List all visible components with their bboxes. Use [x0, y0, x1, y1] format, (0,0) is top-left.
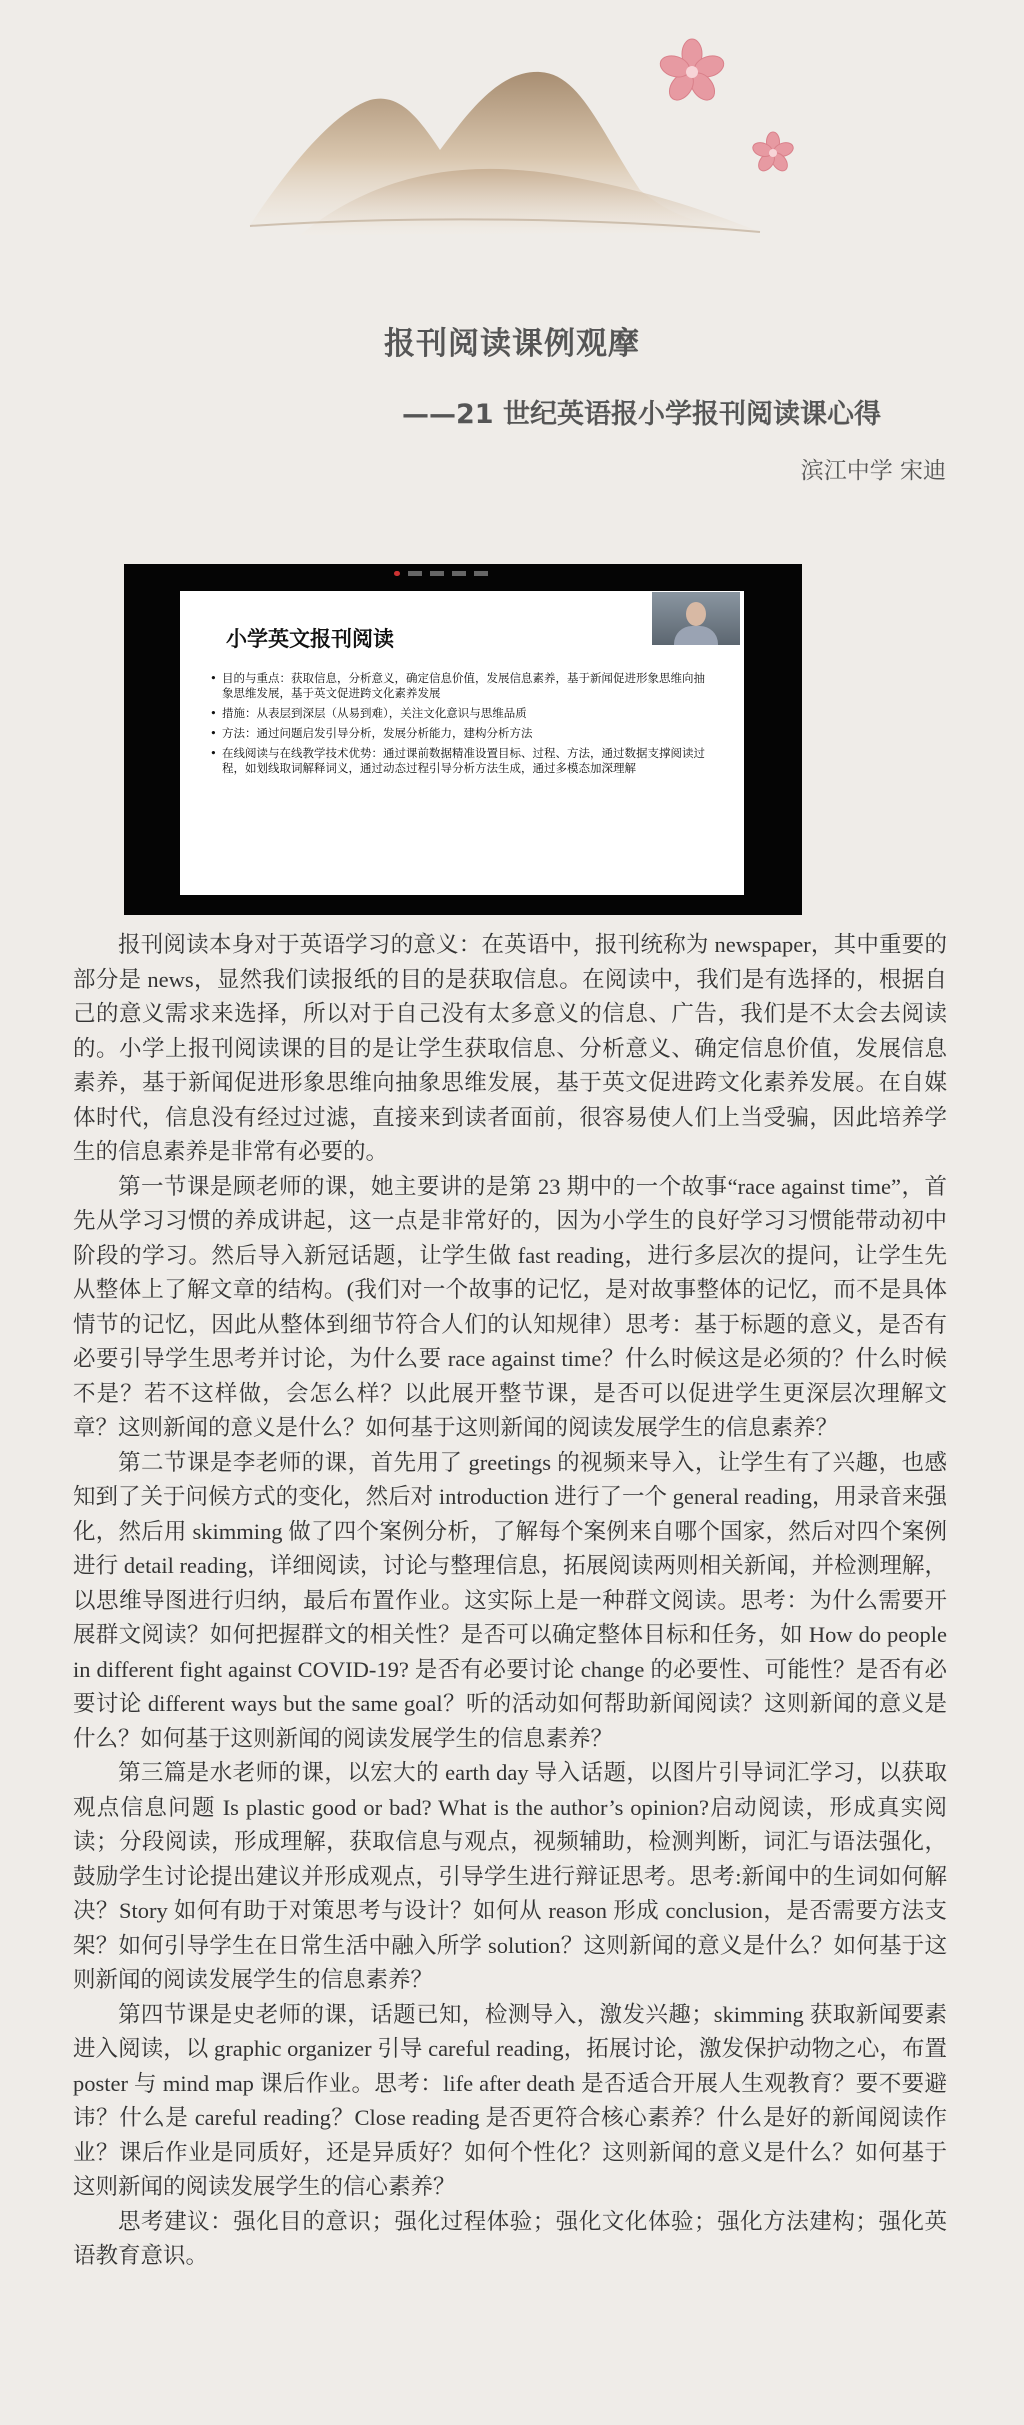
article-subtitle: ——21 世纪英语报小学报刊阅读课心得 — [402, 399, 881, 430]
slide-title: 小学英文报刊阅读 — [226, 626, 394, 651]
article-author: 滨江中学 宋迪 — [800, 458, 946, 484]
slide-bullet: • 方法：通过问题启发引导分析，发展分析能力，建构分析方法 — [208, 726, 708, 741]
lesson-screenshot — [124, 564, 802, 915]
toolbar-indicator — [430, 571, 444, 576]
toolbar-indicator — [452, 571, 466, 576]
record-icon — [394, 571, 400, 576]
presenter-head — [686, 602, 706, 626]
slide-bullet: • 措施：从表层到深层（从易到难），关注文化意识与思维品质 — [208, 706, 708, 721]
presenter-webcam — [652, 592, 740, 645]
paragraph: 报刊阅读本身对于英语学习的意义：在英语中，报刊统称为 newspaper，其中重要的部分是 news，显然我们读报纸的目的是获取信息。在阅读中，我们是有选择的，根据自己的意义需求来选择，所以对于自己没有太多意义的信息、广告，我们是不太会去阅读的。小学上报刊阅读课的目的是让学生获取信息、分析意义、确定信息价值，发展信息素养，基于新闻促进形象思维向抽象思维发展，基于英文促进跨文化素养发展。在自媒体时代，信息没有经过过滤，直接来到读者面前，很容易使人们上当受骗，因此培养学生的信息素养是非常有必要的。 — [73, 932, 947, 1164]
article-title: 报刊阅读课例观摩 — [384, 326, 640, 362]
paragraph: 第二节课是李老师的课，首先用了 greetings 的视频来导入，让学生有了兴趣，也感知到了关于问候方式的变化，然后对 introduction 进行了一个 general reading，用录音来强化，然后用 skimming 做了四个案例分析，了解每个案例来自哪个国家，然后对四个案例进行 detail reading，详细阅读，讨论与整理信息，拓展阅读两则相关新闻，并检测理解，以思维导图进行归纳，最后布置作业。这实际上是一种群文阅读。思考：为什么需要开展群文阅读？如何把握群文的相关性？是否可以确定整体目标和任务，如 How do people in different fight against COVID-19? 是否有必要讨论 change 的必要性、可能性？是否有必要讨论 different ways but the same goal？听的活动如何帮助新闻阅读？这则新闻的意义是什么？如何基于这则新闻的阅读发展学生的信息素养？ — [73, 1449, 947, 1751]
toolbar-indicator — [474, 571, 488, 576]
meeting-toolbar — [394, 568, 488, 580]
paragraph: 第一节课是顾老师的课，她主要讲的是第 23 期中的一个故事“race against time”，首先从学习习惯的养成讲起，这一点是非常好的，因为小学生的良好学习习惯能带动初中阶段的学习。然后导入新冠话题，让学生做 fast reading，进行多层次的提问，让学生先从整体上了解文章的结构。(我们对一个故事的记忆，是对故事整体的记忆，而不是具体情节的记忆，因此从整体到细节符合人们的认知规律）思考：基于标题的意义，是否有必要引导学生思考并讨论，为什么要 race against time？什么时候这是必须的？什么时候不是？若不这样做，会怎么样？以此展开整节课，是否可以促进学生更深层次理解文章？这则新闻的意义是什么？如何基于这则新闻的阅读发展学生的信息素养？ — [73, 1173, 947, 1440]
paragraph: 第三篇是水老师的课，以宏大的 earth day 导入话题，以图片引导词汇学习，以获取观点信息问题 Is plastic good or bad? What is the author’s opinion?启动阅读，形成真实阅读；分段阅读，形成理解，获取信息与观点，视频辅助，检测判断，词汇与语法强化，鼓励学生讨论提出建议并形成观点，引导学生进行辩证思考。思考:新闻中的生词如何解决？Story 如何有助于对策思考与设计？如何从 reason 形成 conclusion，是否需要方法支架？如何引导学生在日常生活中融入所学 solution？这则新闻的意义是什么？如何基于这则新闻的阅读发展学生的信息素养？ — [73, 1760, 947, 1992]
toolbar-indicator — [408, 571, 422, 576]
cherry-blossom-icon — [658, 39, 727, 105]
paragraph: 第四节课是史老师的课，话题已知，检测导入，激发兴趣；skimming 获取新闻要素进入阅读，以 graphic organizer 引导 careful reading，拓展讨论，激发保护动物之心，布置 poster 与 mind map 课后作业。思考：life after death 是否适合开展人生观教育？要不要避讳？什么是 careful reading？Close reading 是否更符合核心素养？什么是好的新闻阅读作业？课后作业是同质好，还是异质好？如何个性化？这则新闻的意义是什么？如何基于这则新闻的阅读发展学生的信心素养？ — [73, 2001, 947, 2199]
header-illustration — [0, 0, 1024, 300]
paragraph: 思考建议：强化目的意识；强化过程体验；强化文化体验；强化方法建构；强化英语教育意识。 — [73, 2208, 947, 2268]
slide-bullet-list — [208, 671, 708, 781]
cherry-blossom-small-icon — [751, 132, 795, 174]
slide-bullet: • 在线阅读与在线教学技术优势：通过课前数据精准设置目标、过程、方法，通过数据支撑阅读过程，如划线取词解释词义，通过动态过程引导分析方法生成，通过多模态加深理解 — [208, 746, 708, 776]
article-body — [73, 928, 947, 2274]
slide-bullet: • 目的与重点：获取信息，分析意义，确定信息价值，发展信息素养，基于新闻促进形象思维向抽象思维发展，基于英文促进跨文化素养发展 — [208, 671, 708, 701]
